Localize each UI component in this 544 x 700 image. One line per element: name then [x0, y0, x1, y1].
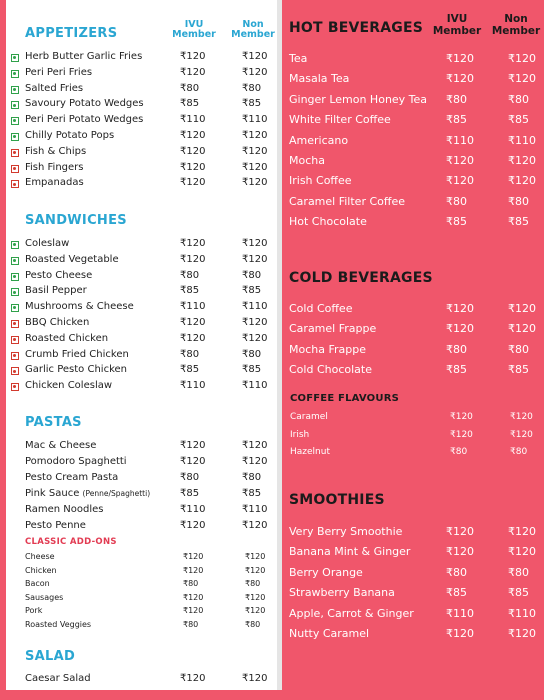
- non-member-price: ₹80: [242, 471, 262, 483]
- non-member-price: ₹120: [242, 673, 268, 684]
- ivu-price: ₹120: [180, 161, 206, 173]
- nonveg-indicator-icon: [11, 320, 19, 328]
- item-name: Salted Fries: [25, 82, 84, 94]
- item-name: Strawberry Banana: [289, 586, 395, 600]
- menu-item-row: [8, 162, 270, 178]
- menu-item-row: [25, 620, 270, 634]
- menu-item-row: [289, 72, 534, 92]
- item-name: Berry Orange: [289, 565, 363, 579]
- ivu-header-line2: Member: [172, 29, 216, 40]
- non-member-price: ₹120: [508, 322, 536, 336]
- non-member-price: ₹120: [242, 66, 268, 78]
- menu-item-row: [289, 586, 534, 606]
- menu-item-row: [8, 114, 270, 130]
- ivu-price: ₹120: [446, 154, 474, 167]
- veg-indicator-icon: [11, 86, 19, 94]
- item-name: Ramen Noodles: [25, 503, 104, 515]
- veg-indicator-icon: [11, 117, 19, 125]
- non-member-price: ₹80: [508, 194, 529, 208]
- menu-item-row: [25, 566, 270, 580]
- bottom-band: [0, 690, 282, 700]
- non-member-price: ₹120: [242, 253, 268, 265]
- non-member-price: ₹120: [242, 455, 268, 467]
- ivu-price: ₹85: [446, 586, 467, 600]
- ivu-price: ₹120: [180, 673, 206, 684]
- non-member-price: ₹120: [242, 177, 268, 189]
- ivu-price: ₹80: [446, 565, 467, 579]
- ivu-price: ₹120: [180, 332, 206, 344]
- ivu-price: ₹120: [180, 455, 206, 467]
- nonveg-indicator-icon: [11, 165, 19, 173]
- smoothies-title: SMOOTHIES: [289, 492, 385, 508]
- non-member-price: ₹120: [508, 302, 536, 315]
- non-member-price: ₹85: [508, 215, 529, 229]
- non-member-price: ₹120: [242, 238, 268, 249]
- coffee-flavours-title: COFFEE FLAVOURS: [290, 393, 399, 404]
- non-member-price: ₹120: [242, 51, 268, 62]
- item-name: Fish Fingers: [25, 161, 84, 173]
- item-name: Peri Peri Fries: [25, 66, 93, 78]
- item-name: Tea: [289, 52, 308, 65]
- menu-item-row: [289, 215, 534, 235]
- item-note: (Penne/Spaghetti): [82, 488, 151, 498]
- ivu-price: ₹120: [446, 627, 474, 640]
- ivu-price: ₹120: [183, 565, 204, 575]
- item-name: Basil Pepper: [25, 285, 87, 297]
- ivu-price: ₹120: [180, 317, 206, 328]
- non-member-price: ₹120: [242, 440, 268, 451]
- item-name: Bacon: [25, 579, 50, 589]
- non-header-line2: Member: [231, 29, 275, 40]
- non-member-price: ₹80: [508, 565, 529, 579]
- menu-item-row: [8, 349, 270, 365]
- menu-item-row: [289, 195, 534, 215]
- item-name: Nutty Caramel: [289, 627, 370, 640]
- veg-indicator-icon: [11, 304, 19, 312]
- ivu-price: ₹120: [183, 606, 204, 616]
- non-member-price: ₹120: [242, 332, 268, 344]
- ivu-price: ₹110: [180, 301, 206, 313]
- menu-item-row: [289, 343, 534, 363]
- veg-indicator-icon: [11, 133, 19, 141]
- nonveg-indicator-icon: [11, 383, 19, 391]
- item-name: Peri Peri Potato Wedges: [25, 114, 144, 126]
- item-name: Very Berry Smoothie: [289, 525, 403, 538]
- menu-item-row: [25, 552, 270, 566]
- menu-item-row: [8, 270, 270, 286]
- ivu-price: ₹80: [183, 620, 199, 629]
- right-non-member-header: [486, 13, 544, 37]
- non-member-price: ₹110: [242, 114, 268, 126]
- item-name: Empanadas: [25, 177, 84, 189]
- menu-item-row: [8, 130, 270, 146]
- menu-item-row: [8, 285, 270, 301]
- menu-item-row: [8, 504, 270, 520]
- ivu-price: ₹80: [180, 471, 200, 483]
- menu-item-row: [8, 83, 270, 99]
- right-non-header-line1: Non: [504, 13, 528, 25]
- non-member-price: ₹120: [245, 592, 266, 602]
- non-member-price: ₹85: [242, 285, 262, 297]
- menu-item-row: [8, 301, 270, 317]
- ivu-price: ₹120: [180, 145, 206, 157]
- ivu-price: ₹80: [183, 579, 199, 589]
- item-name: Savoury Potato Wedges: [25, 98, 144, 110]
- menu-item-row: [8, 472, 270, 488]
- menu-item-row: [289, 52, 534, 72]
- non-member-price: ₹120: [242, 519, 268, 531]
- non-member-price: ₹120: [508, 52, 536, 65]
- non-member-price: ₹85: [242, 487, 262, 499]
- item-name: Mocha Frappe: [289, 342, 366, 356]
- ivu-price: ₹110: [446, 606, 474, 620]
- non-member-price: ₹120: [245, 565, 266, 575]
- non-member-header: [223, 20, 283, 40]
- menu-item-row: [289, 302, 534, 322]
- ivu-price: ₹120: [446, 525, 474, 538]
- ivu-price: ₹120: [180, 238, 206, 249]
- menu-item-row: [8, 51, 270, 67]
- item-name: Apple, Carrot & Ginger: [289, 606, 414, 620]
- menu-item-row: [8, 488, 270, 504]
- ivu-price: ₹120: [446, 545, 474, 559]
- non-member-price: ₹110: [242, 301, 268, 313]
- ivu-price: ₹120: [446, 72, 474, 86]
- ivu-price: ₹120: [450, 429, 473, 440]
- item-name: Pork: [25, 606, 43, 616]
- veg-indicator-icon: [11, 54, 19, 62]
- item-name: Pesto Cheese: [25, 269, 93, 281]
- non-member-price: ₹85: [508, 586, 529, 600]
- non-member-price: ₹85: [508, 363, 529, 377]
- item-name: Irish: [290, 429, 310, 440]
- nonveg-indicator-icon: [11, 352, 19, 360]
- salad-title: SALAD: [25, 649, 76, 664]
- item-name: Pesto Penne: [25, 519, 86, 531]
- ivu-price: ₹120: [183, 552, 204, 561]
- item-name: Pesto Cream Pasta: [25, 471, 119, 483]
- ivu-price: ₹120: [446, 52, 474, 65]
- non-member-price: ₹120: [510, 412, 533, 422]
- item-name: Cold Coffee: [289, 302, 353, 315]
- veg-indicator-icon: [11, 101, 19, 109]
- ivu-price: ₹85: [446, 113, 467, 127]
- non-member-price: ₹85: [242, 98, 262, 110]
- ivu-price: ₹80: [180, 82, 200, 94]
- menu-item-row: [8, 440, 270, 456]
- pastas-title: PASTAS: [25, 415, 82, 430]
- item-name: Coleslaw: [25, 238, 70, 249]
- non-member-price: ₹120: [510, 429, 533, 440]
- ivu-price: ₹85: [446, 215, 467, 229]
- item-name: Chicken Coleslaw: [25, 380, 113, 392]
- ivu-price: ₹110: [180, 380, 206, 392]
- menu-item-row: [8, 380, 270, 396]
- non-member-price: ₹120: [508, 627, 536, 640]
- item-name: Sausages: [25, 592, 64, 602]
- veg-indicator-icon: [11, 273, 19, 281]
- ivu-price: ₹120: [180, 130, 206, 141]
- item-name: Masala Tea: [289, 72, 350, 86]
- item-name: Caramel: [290, 412, 328, 422]
- ivu-header-line1: IVU: [184, 19, 204, 30]
- left-accent-stripe: [0, 0, 6, 700]
- item-name: White Filter Coffee: [289, 113, 391, 127]
- veg-indicator-icon: [11, 288, 19, 296]
- item-name: Cold Chocolate: [289, 363, 372, 377]
- non-member-price: ₹85: [508, 113, 529, 127]
- non-member-price: ₹120: [242, 130, 268, 141]
- item-name: Cheese: [25, 552, 55, 561]
- item-name: Mocha: [289, 154, 325, 167]
- menu-item-row: [289, 566, 534, 586]
- menu-item-row: [290, 412, 534, 430]
- non-member-price: ₹120: [245, 552, 266, 561]
- menu-item-row: [289, 525, 534, 545]
- menu-item-row: [289, 154, 534, 174]
- menu-item-row: [8, 333, 270, 349]
- menu-item-row: [8, 520, 270, 536]
- item-name: Roasted Chicken: [25, 332, 109, 344]
- item-name: Caesar Salad: [25, 673, 91, 684]
- right-non-header-line2: Member: [491, 25, 541, 37]
- menu-item-row: [290, 447, 534, 465]
- veg-indicator-icon: [11, 70, 19, 78]
- item-name: Mac & Cheese: [25, 440, 97, 451]
- ivu-price: ₹80: [446, 194, 467, 208]
- ivu-price: ₹120: [180, 177, 206, 189]
- item-name: Caramel Filter Coffee: [289, 194, 405, 208]
- nonveg-indicator-icon: [11, 336, 19, 344]
- ivu-price: ₹110: [180, 503, 206, 515]
- item-name: Chilly Potato Pops: [25, 130, 115, 141]
- non-member-price: ₹80: [242, 269, 262, 281]
- non-member-price: ₹80: [245, 620, 261, 629]
- menu-item-row: [289, 322, 534, 342]
- ivu-price: ₹110: [180, 114, 206, 126]
- non-member-price: ₹120: [242, 161, 268, 173]
- right-ivu-member-header: [427, 13, 487, 37]
- ivu-price: ₹80: [180, 348, 200, 360]
- right-ivu-header-line1: IVU: [446, 13, 468, 25]
- non-member-price: ₹80: [508, 342, 529, 356]
- ivu-price: ₹120: [183, 592, 204, 602]
- panel-divider: [277, 0, 282, 690]
- veg-indicator-icon: [11, 257, 19, 265]
- veg-indicator-icon: [11, 241, 19, 249]
- item-name: Crumb Fried Chicken: [25, 348, 129, 360]
- non-member-price: ₹110: [242, 380, 268, 392]
- menu-item-row: [289, 93, 534, 113]
- item-name: Americano: [289, 133, 349, 147]
- non-member-price: ₹110: [508, 606, 536, 620]
- menu-item-row: [8, 238, 270, 254]
- item-name: Irish Coffee: [289, 174, 352, 188]
- menu-item-row: [8, 67, 270, 83]
- hot-beverages-title: HOT BEVERAGES: [289, 20, 424, 36]
- item-name: Roasted Veggies: [25, 620, 92, 629]
- ivu-price: ₹80: [450, 447, 468, 458]
- menu-item-row: [8, 673, 270, 689]
- item-name: Chicken: [25, 565, 57, 575]
- ivu-price: ₹110: [446, 133, 474, 147]
- non-member-price: ₹80: [510, 447, 528, 458]
- item-name: Herb Butter Garlic Fries: [25, 51, 143, 62]
- menu-item-row: [8, 317, 270, 333]
- item-name: Roasted Vegetable: [25, 253, 119, 265]
- ivu-price: ₹120: [180, 253, 206, 265]
- non-member-price: ₹120: [508, 545, 536, 559]
- non-member-price: ₹120: [245, 606, 266, 616]
- non-member-price: ₹120: [508, 72, 536, 86]
- item-name: Hot Chocolate: [289, 215, 367, 229]
- ivu-price: ₹120: [450, 412, 473, 422]
- menu-item-row: [290, 430, 534, 448]
- nonveg-indicator-icon: [11, 180, 19, 188]
- non-member-price: ₹80: [245, 579, 261, 589]
- ivu-price: ₹85: [180, 98, 200, 110]
- ivu-member-header: [164, 20, 224, 40]
- ivu-price: ₹120: [446, 322, 474, 336]
- ivu-price: ₹120: [446, 174, 474, 188]
- menu-item-row: [289, 545, 534, 565]
- menu-item-row: [289, 607, 534, 627]
- addons-title: CLASSIC ADD-ONS: [25, 537, 117, 547]
- menu-item-row: [8, 364, 270, 380]
- menu-item-row: [8, 98, 270, 114]
- ivu-price: ₹120: [180, 440, 206, 451]
- item-name: Hazelnut: [290, 447, 330, 458]
- cold-beverages-title: COLD BEVERAGES: [289, 270, 433, 286]
- item-name: Mushrooms & Cheese: [25, 301, 134, 313]
- ivu-price: ₹85: [180, 285, 200, 297]
- menu-item-row: [289, 174, 534, 194]
- ivu-price: ₹85: [446, 363, 467, 377]
- sandwiches-title: SANDWICHES: [25, 213, 127, 228]
- right-ivu-header-line2: Member: [432, 25, 482, 37]
- menu-item-row: [25, 579, 270, 593]
- non-member-price: ₹110: [242, 503, 268, 515]
- non-member-price: ₹120: [508, 174, 536, 188]
- menu-item-row: [8, 177, 270, 193]
- non-member-price: ₹80: [242, 82, 262, 94]
- menu-item-row: [8, 254, 270, 270]
- item-name: Garlic Pesto Chicken: [25, 364, 127, 376]
- ivu-price: ₹80: [180, 269, 200, 281]
- menu-item-row: [289, 113, 534, 133]
- menu-item-row: [289, 134, 534, 154]
- non-member-price: ₹120: [508, 525, 536, 538]
- menu-item-row: [289, 363, 534, 383]
- item-name: Fish & Chips: [25, 145, 87, 157]
- ivu-price: ₹80: [446, 342, 467, 356]
- non-header-line1: Non: [242, 19, 264, 30]
- item-name: Banana Mint & Ginger: [289, 545, 411, 559]
- item-name: Pomodoro Spaghetti: [25, 455, 127, 467]
- non-member-price: ₹120: [242, 317, 268, 328]
- item-name: Ginger Lemon Honey Tea: [289, 92, 428, 106]
- non-member-price: ₹80: [242, 348, 262, 360]
- menu-item-row: [8, 146, 270, 162]
- ivu-price: ₹85: [180, 487, 200, 499]
- item-name: Pink Sauce (Penne/Spaghetti): [25, 487, 151, 499]
- menu-item-row: [289, 627, 534, 647]
- non-member-price: ₹110: [508, 133, 536, 147]
- appetizers-title: APPETIZERS: [25, 26, 118, 41]
- non-member-price: ₹85: [242, 364, 262, 376]
- nonveg-indicator-icon: [11, 149, 19, 157]
- ivu-price: ₹80: [446, 92, 467, 106]
- ivu-price: ₹85: [180, 364, 200, 376]
- menu-item-row: [25, 606, 270, 620]
- item-name: BBQ Chicken: [25, 317, 90, 328]
- ivu-price: ₹120: [446, 302, 474, 315]
- ivu-price: ₹120: [180, 519, 206, 531]
- menu-item-row: [8, 456, 270, 472]
- menu-item-row: [25, 593, 270, 607]
- item-name: Caramel Frappe: [289, 322, 377, 336]
- ivu-price: ₹120: [180, 66, 206, 78]
- nonveg-indicator-icon: [11, 367, 19, 375]
- non-member-price: ₹120: [242, 145, 268, 157]
- ivu-price: ₹120: [180, 51, 206, 62]
- non-member-price: ₹80: [508, 92, 529, 106]
- non-member-price: ₹120: [508, 154, 536, 167]
